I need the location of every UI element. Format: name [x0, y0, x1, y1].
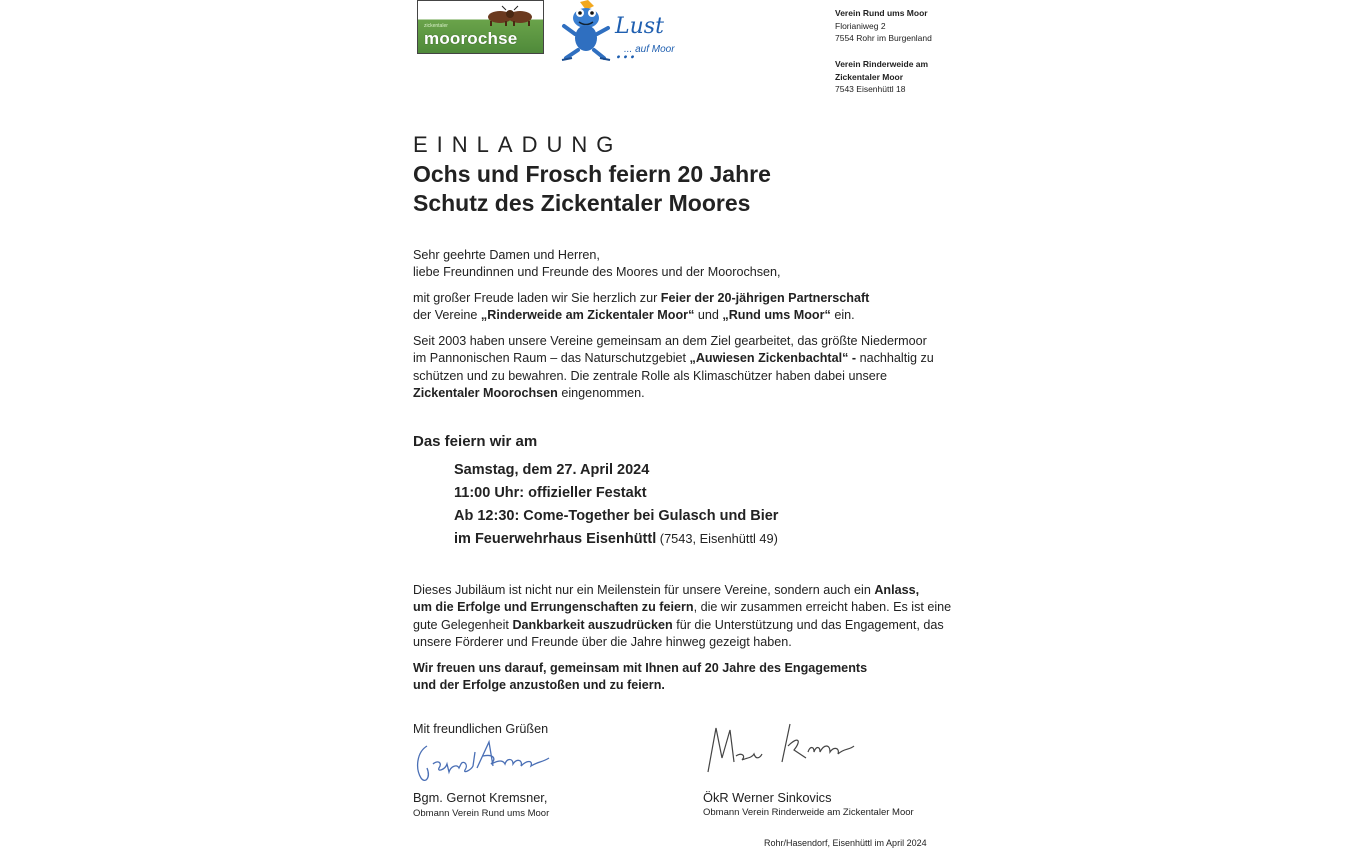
signature-sinkovics: [702, 718, 862, 778]
text-line: Seit 2003 haben unsere Vereine gemeinsam an dem Ziel gearbeitet, das größte Niedermoor: [413, 334, 927, 348]
lust-auf-moor-logo: [558, 0, 678, 62]
text-span: mit großer Freude laden wir Sie herzlich zur: [413, 291, 661, 305]
text-span: , die wir zusammen erreicht haben. Es ist eine: [693, 600, 952, 615]
event-time-1: 11:00 Uhr: offizieller Festakt: [454, 485, 647, 501]
place-address: (7543, Eisenhüttl 49): [656, 531, 778, 546]
text-span: Dieses Jubiläum ist nicht nur ein Meilenstein für unsere Vereine, sondern auch ein: [413, 583, 875, 597]
paragraph-history: [413, 333, 934, 402]
text-span: gute Gelegenheit: [413, 617, 513, 632]
event-date: Samstag, dem 27. April 2024: [454, 462, 650, 478]
event-place: [454, 531, 778, 547]
frog-icon: [558, 0, 614, 62]
text-span: eingenommen.: [557, 385, 645, 400]
signer-name-2: ÖkR Werner Sinkovics: [703, 790, 832, 805]
salutation: [413, 247, 781, 282]
signer-role-2: Obmann Verein Rinderweide am Zickentaler Moor: [703, 807, 914, 818]
text-span: nachhaltig zu: [856, 351, 934, 366]
text-span: der Vereine: [413, 308, 481, 323]
logo-auf-moor-text: ... auf Moor: [624, 44, 675, 55]
text-span: ein.: [830, 308, 855, 323]
logo-small-text: zickentaler: [424, 23, 448, 29]
place-name: im Feuerwehrhaus Eisenhüttl: [454, 531, 657, 547]
greeting: Mit freundlichen Grüßen: [413, 722, 549, 736]
bold-span: Zickentaler Moorochsen: [413, 385, 558, 400]
address-line: Zickentaler Moor: [835, 71, 904, 82]
text-line: und der Erfolge anzustoßen und zu feiern.: [413, 678, 665, 693]
title-line-1: Ochs und Frosch feiern 20 Jahre: [413, 161, 771, 187]
moorochse-logo: [417, 0, 544, 54]
address-line: Florianiweg 2: [835, 20, 886, 31]
bold-span: um die Erfolge und Errungenschaften zu feiern: [413, 600, 694, 615]
closing-statement: [413, 660, 867, 695]
address-line: Verein Rund ums Moor: [835, 8, 928, 18]
place-date-footer: Rohr/Hasendorf, Eisenhüttl im April 2024: [764, 838, 927, 848]
signature-kremsner: [413, 738, 553, 790]
salutation-line: liebe Freundinnen und Freunde des Moores und der Moorochsen,: [413, 265, 781, 280]
paragraph-invitation: [413, 290, 869, 325]
text-line: Wir freuen uns darauf, gemeinsam mit Ihnen auf 20 Jahre des Engagements: [413, 661, 868, 675]
address-line: 7554 Rohr im Burgenland: [835, 33, 932, 43]
bold-span: „Rund ums Moor“: [722, 308, 831, 323]
signer-role-1: Obmann Verein Rund ums Moor: [413, 808, 550, 819]
logo-word: moorochse: [424, 29, 518, 48]
bold-span: Feier der 20-jährigen Partnerschaft: [660, 291, 870, 305]
ox-pair-icon: [480, 4, 540, 26]
text-line: unsere Förderer und Freunde über die Jahre hinweg gezeigt haben.: [413, 634, 792, 649]
kicker-heading: EINLADUNG: [413, 132, 623, 157]
event-time-2: Ab 12:30: Come-Together bei Gulasch und Bier: [454, 508, 779, 524]
bold-span: Anlass,: [874, 583, 920, 597]
bold-span: Dankbarkeit auszudrücken: [512, 617, 673, 632]
bold-span: „Auwiesen Zickenbachtal“ -: [689, 351, 857, 366]
title-line-2: Schutz des Zickentaler Moores: [413, 190, 751, 216]
logo-lust-text: Lust ...: [615, 14, 664, 64]
text-line: schützen und zu bewahren. Die zentrale Rolle als Klimaschützer haben dabei unsere: [413, 368, 887, 383]
text-span: im Pannonischen Raum – das Naturschutzgebiet: [413, 351, 690, 366]
signer-name-1: Bgm. Gernot Kremsner,: [413, 790, 548, 805]
salutation-line: Sehr geehrte Damen und Herren,: [413, 248, 600, 262]
event-intro: Das feiern wir am: [413, 433, 538, 450]
address-line: 7543 Eisenhüttl 18: [835, 84, 906, 94]
bold-span: „Rinderweide am Zickentaler Moor“: [480, 308, 695, 323]
paragraph-jubilee: [413, 582, 951, 651]
address-line: Verein Rinderweide am: [835, 59, 929, 69]
address-block-2: [835, 58, 928, 96]
text-span: und: [694, 308, 723, 323]
address-block-1: [835, 7, 932, 45]
text-span: für die Unterstützung und das Engagement, das: [672, 617, 944, 632]
